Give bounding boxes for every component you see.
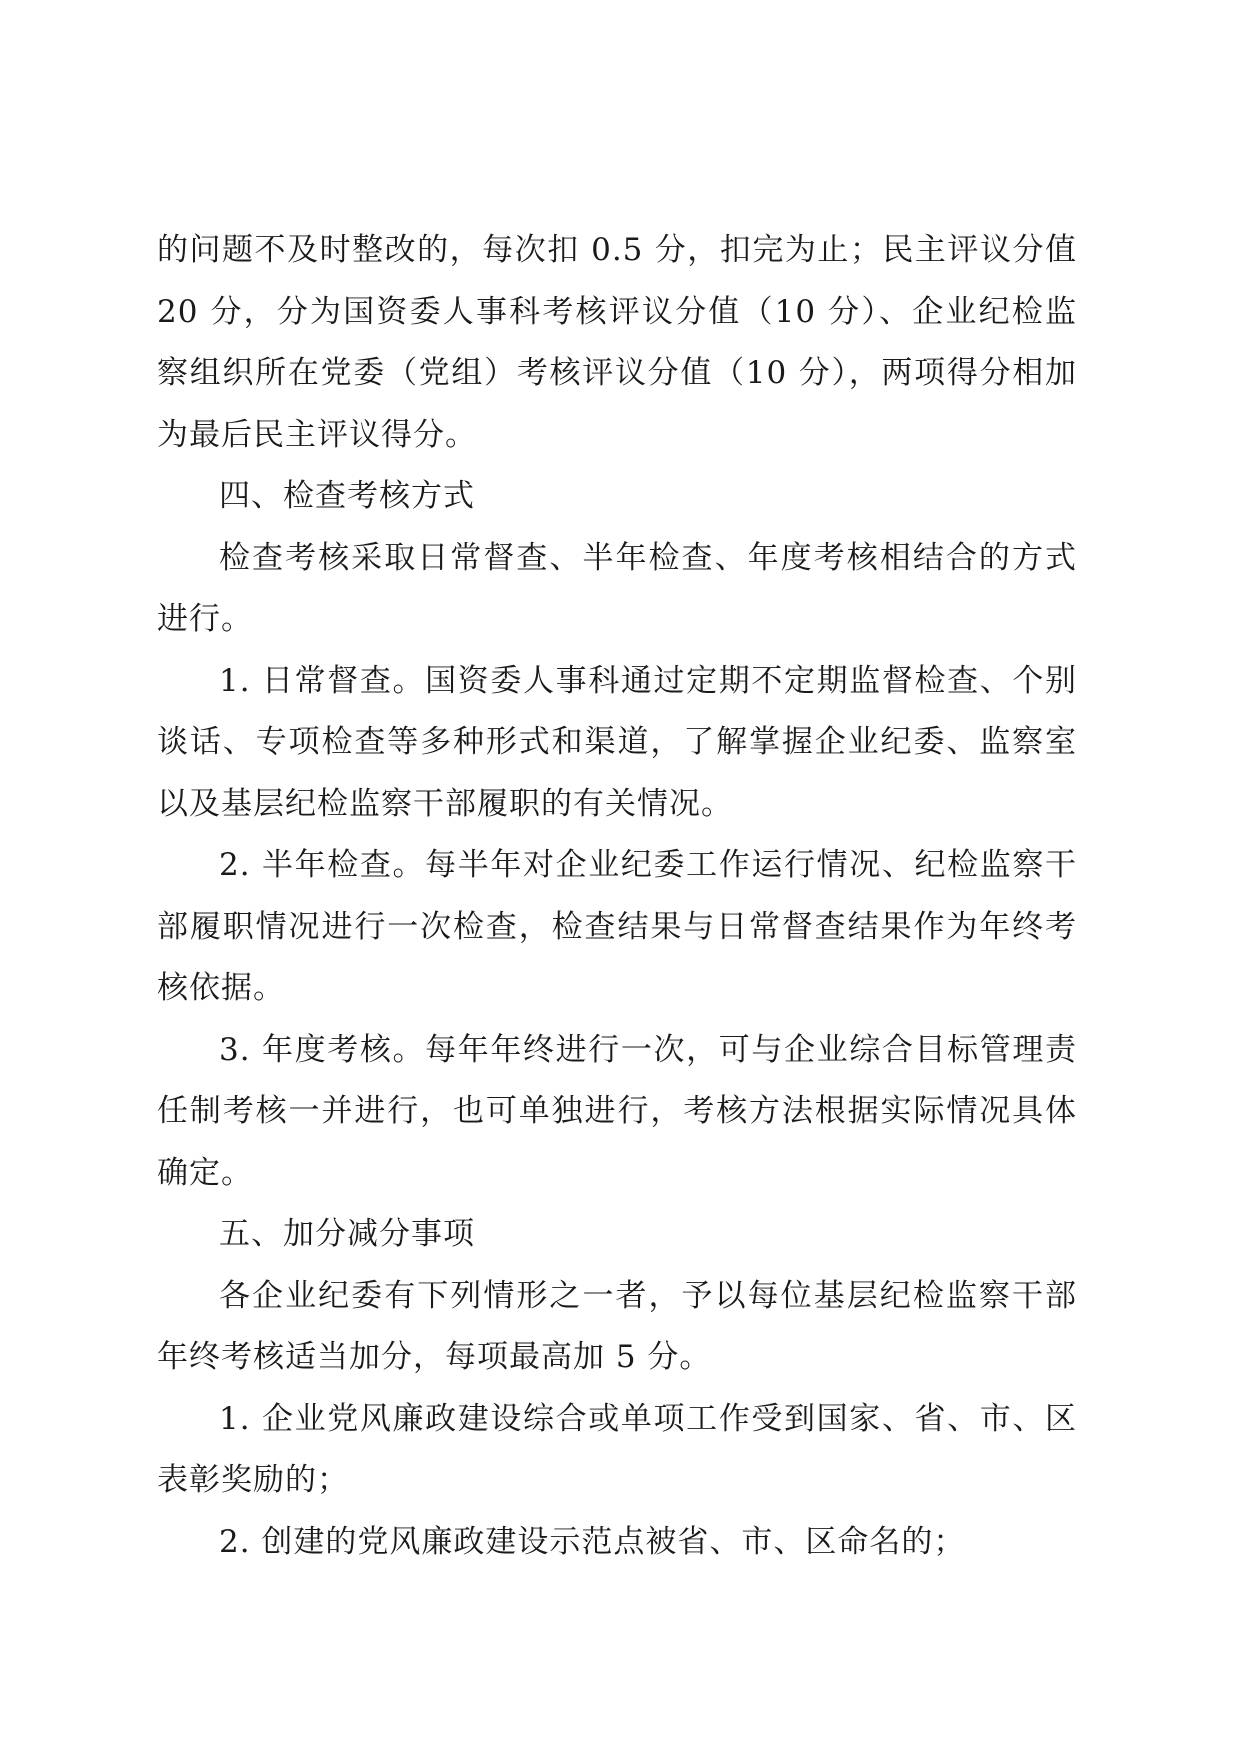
list-item-daily-supervision: 1. 日常督查。国资委人事科通过定期不定期监督检查、个别谈话、专项检查等多种形式和渠道，了解掌握企业纪委、监察室以及基层纪检监察干部履职的有关情况。 [157, 662, 1077, 822]
list-item-annual-assessment: 3. 年度考核。每年年终进行一次，可与企业综合目标管理责任制考核一并进行，也可单独进行，考核方法根据实际情况具体确定。 [157, 1031, 1077, 1191]
document-body [157, 220, 1077, 1573]
section-heading-bonus-deduction: 五、加分减分事项 [219, 1216, 475, 1252]
list-item-half-year-inspection: 2. 半年检查。每半年对企业纪委工作运行情况、纪检监察干部履职情况进行一次检查，检查结果与日常督查结果作为年终考核依据。 [157, 847, 1077, 1006]
paragraph-inspection-intro: 检查考核采取日常督查、半年检查、年度考核相结合的方式进行。 [157, 539, 1077, 637]
list-item-bonus-1: 1. 企业党风廉政建设综合或单项工作受到国家、省、市、区表彰奖励的； [157, 1400, 1077, 1498]
paragraph-continuation: 的问题不及时整改的，每次扣 0.5 分，扣完为止；民主评议分值 20 分，分为国资委人事科考核评议分值（10 分）、企业纪检监察组织所在党委（党组）考核评议分值（10 分），两项得分相加为最后民主评议得分。 [157, 232, 1077, 453]
section-heading-inspection-method: 四、检查考核方式 [219, 478, 475, 514]
list-item-bonus-2: 2. 创建的党风廉政建设示范点被省、市、区命名的； [219, 1523, 966, 1560]
paragraph-bonus-intro: 各企业纪委有下列情形之一者，予以每位基层纪检监察干部年终考核适当加分，每项最高加 5 分。 [157, 1277, 1077, 1375]
